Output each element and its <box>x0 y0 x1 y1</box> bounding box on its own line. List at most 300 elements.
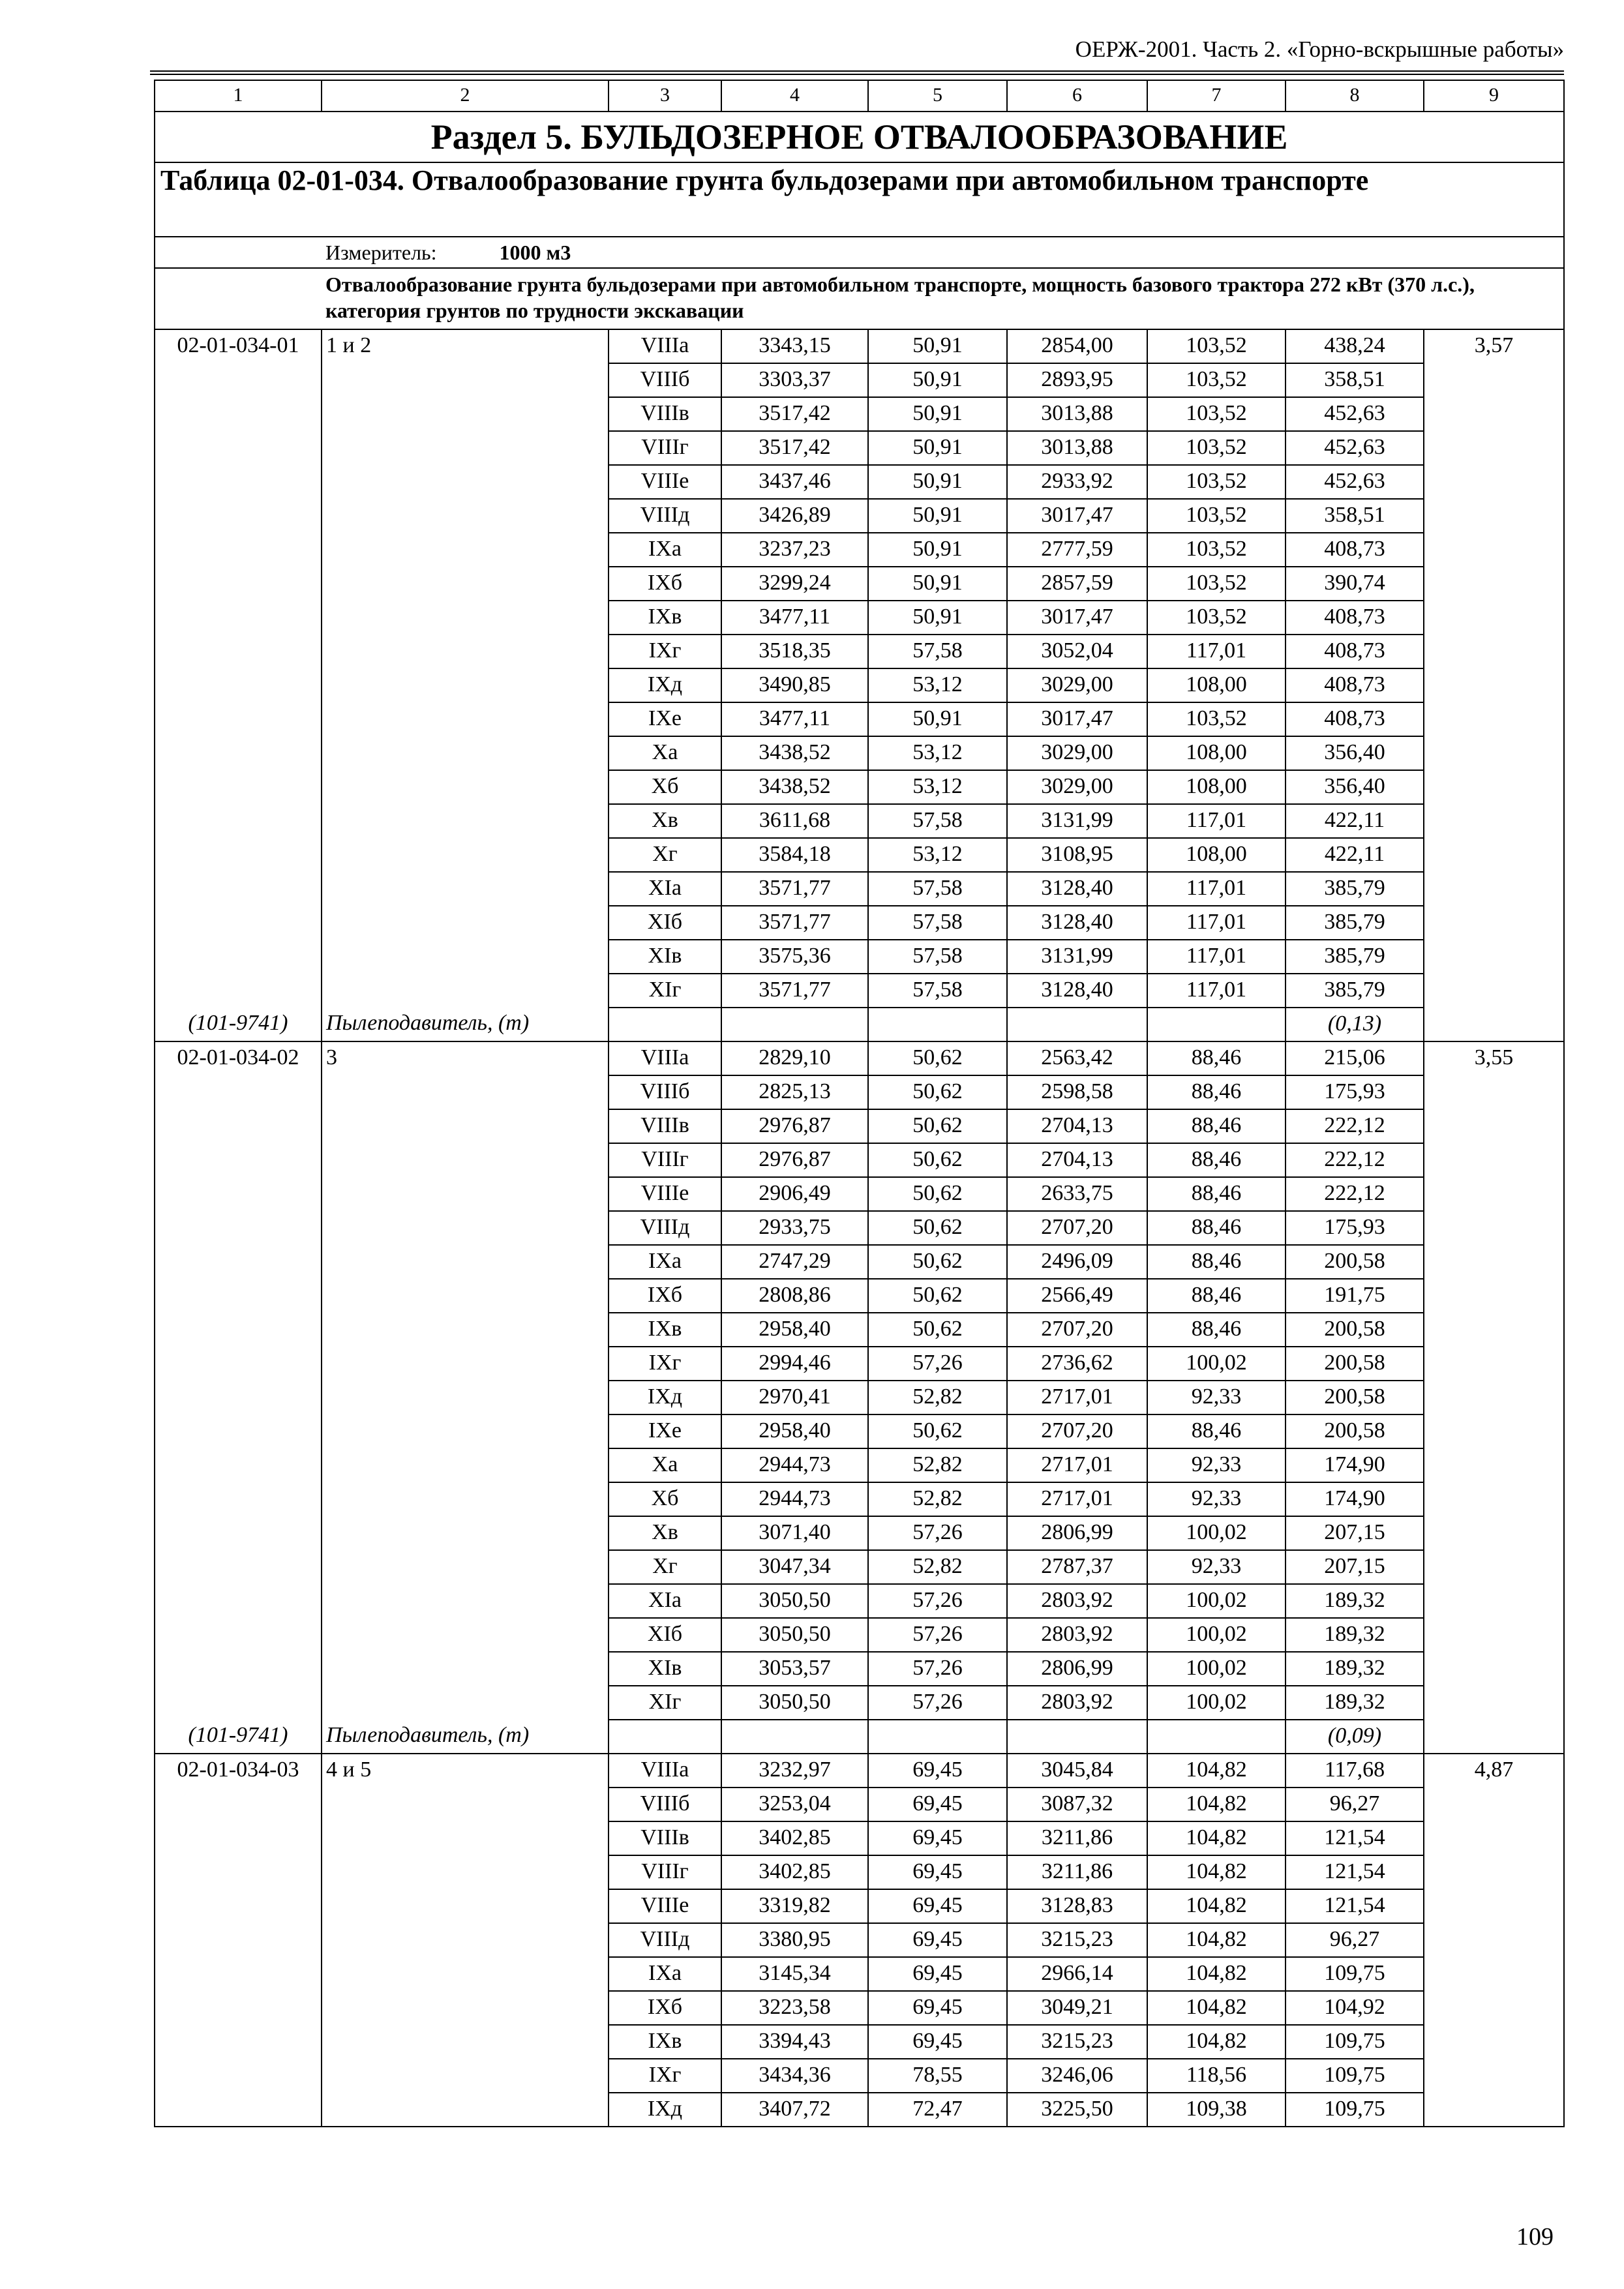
labor-hours <box>1424 1957 1564 1991</box>
labor-cost: 50,91 <box>868 533 1007 567</box>
table-row <box>155 397 1564 431</box>
soil-category: XIа <box>609 1584 721 1618</box>
rate-code <box>155 601 322 635</box>
column-number: 9 <box>1424 80 1564 112</box>
table-row <box>155 1821 1564 1855</box>
labor-cost: 57,58 <box>868 974 1007 1008</box>
rate-code <box>155 1211 322 1245</box>
soil-category: VIIIа <box>609 1754 721 1788</box>
materials-cost: 385,79 <box>1286 906 1424 940</box>
labor-cost: 50,91 <box>868 465 1007 499</box>
empty-cell <box>1147 1720 1286 1754</box>
total-cost: 3050,50 <box>721 1686 868 1720</box>
materials-cost: 422,11 <box>1286 838 1424 872</box>
operator-labor: 100,02 <box>1147 1516 1286 1550</box>
soil-group <box>322 1279 609 1313</box>
total-cost: 3145,34 <box>721 1957 868 1991</box>
soil-category: VIIIг <box>609 1143 721 1177</box>
soil-group <box>322 1855 609 1889</box>
labor-hours <box>1424 1821 1564 1855</box>
soil-category: XIб <box>609 1618 721 1652</box>
running-header: ОЕРЖ-2001. Часть 2. «Горно-вскрышные работы» <box>1075 37 1564 62</box>
total-cost: 3571,77 <box>721 974 868 1008</box>
soil-group <box>322 1652 609 1686</box>
machine-cost: 3045,84 <box>1007 1754 1147 1788</box>
rate-code <box>155 1381 322 1414</box>
soil-group <box>322 1957 609 1991</box>
labor-hours <box>1424 668 1564 702</box>
soil-category: VIIIе <box>609 1177 721 1211</box>
column-number: 1 <box>155 80 322 112</box>
soil-group <box>322 2025 609 2059</box>
operator-labor: 108,00 <box>1147 668 1286 702</box>
soil-group <box>322 1211 609 1245</box>
operator-labor: 104,82 <box>1147 1855 1286 1889</box>
rate-code <box>155 1855 322 1889</box>
soil-category: XIг <box>609 974 721 1008</box>
labor-hours <box>1424 1313 1564 1347</box>
rate-code <box>155 1550 322 1584</box>
materials-cost: 390,74 <box>1286 567 1424 601</box>
machine-cost: 2893,95 <box>1007 363 1147 397</box>
rate-code <box>155 1448 322 1482</box>
labor-cost: 78,55 <box>868 2059 1007 2093</box>
labor-cost: 50,62 <box>868 1177 1007 1211</box>
total-cost: 3490,85 <box>721 668 868 702</box>
machine-cost: 2566,49 <box>1007 1279 1147 1313</box>
machine-cost: 3128,40 <box>1007 974 1147 1008</box>
soil-category: IXд <box>609 2093 721 2127</box>
rate-code <box>155 1652 322 1686</box>
total-cost: 3426,89 <box>721 499 868 533</box>
operator-labor: 88,46 <box>1147 1041 1286 1075</box>
labor-cost: 50,91 <box>868 499 1007 533</box>
materials-cost: 117,68 <box>1286 1754 1424 1788</box>
labor-hours <box>1424 974 1564 1008</box>
soil-group <box>322 1788 609 1821</box>
total-cost: 3518,35 <box>721 635 868 668</box>
total-cost: 3571,77 <box>721 872 868 906</box>
material-row <box>155 1008 1564 1041</box>
labor-cost: 50,91 <box>868 702 1007 736</box>
total-cost: 3434,36 <box>721 2059 868 2093</box>
labor-hours <box>1424 601 1564 635</box>
empty-cell <box>1007 1720 1147 1754</box>
machine-cost: 2803,92 <box>1007 1618 1147 1652</box>
column-number: 6 <box>1007 80 1147 112</box>
table-row <box>155 601 1564 635</box>
meter-cell <box>322 237 1564 268</box>
materials-cost: 408,73 <box>1286 635 1424 668</box>
column-number-row <box>155 80 1564 112</box>
operator-labor: 104,82 <box>1147 1991 1286 2025</box>
total-cost: 2970,41 <box>721 1381 868 1414</box>
soil-category: Xа <box>609 1448 721 1482</box>
machine-cost: 3013,88 <box>1007 397 1147 431</box>
soil-group <box>322 1584 609 1618</box>
soil-category: IXд <box>609 668 721 702</box>
table-row <box>155 1855 1564 1889</box>
operator-labor: 117,01 <box>1147 804 1286 838</box>
labor-hours <box>1424 1855 1564 1889</box>
operator-labor: 104,82 <box>1147 2025 1286 2059</box>
labor-cost: 57,58 <box>868 906 1007 940</box>
labor-hours <box>1424 1788 1564 1821</box>
operator-labor: 103,52 <box>1147 431 1286 465</box>
soil-group <box>322 465 609 499</box>
labor-hours <box>1424 1584 1564 1618</box>
labor-cost: 50,62 <box>868 1211 1007 1245</box>
labor-cost: 53,12 <box>868 770 1007 804</box>
soil-category: VIIIв <box>609 397 721 431</box>
soil-group <box>322 363 609 397</box>
labor-hours <box>1424 1143 1564 1177</box>
labor-hours <box>1424 2025 1564 2059</box>
total-cost: 3053,57 <box>721 1652 868 1686</box>
soil-group <box>322 668 609 702</box>
rate-code <box>155 838 322 872</box>
total-cost: 3575,36 <box>721 940 868 974</box>
machine-cost: 2854,00 <box>1007 329 1147 363</box>
operator-labor: 92,33 <box>1147 1448 1286 1482</box>
norms-table <box>154 80 1565 2127</box>
operator-labor: 118,56 <box>1147 2059 1286 2093</box>
meter-row <box>155 237 1564 268</box>
labor-cost: 57,26 <box>868 1584 1007 1618</box>
operator-labor: 103,52 <box>1147 363 1286 397</box>
materials-cost: 109,75 <box>1286 2059 1424 2093</box>
machine-cost: 3029,00 <box>1007 736 1147 770</box>
labor-hours <box>1424 872 1564 906</box>
table-row <box>155 499 1564 533</box>
labor-cost: 53,12 <box>868 838 1007 872</box>
rate-code <box>155 567 322 601</box>
rate-code <box>155 770 322 804</box>
operator-labor: 100,02 <box>1147 1652 1286 1686</box>
total-cost: 2933,75 <box>721 1211 868 1245</box>
materials-cost: 452,63 <box>1286 397 1424 431</box>
machine-cost: 3225,50 <box>1007 2093 1147 2127</box>
empty-cell <box>1424 1008 1564 1041</box>
machine-cost: 2857,59 <box>1007 567 1147 601</box>
rate-code <box>155 363 322 397</box>
operator-labor: 117,01 <box>1147 872 1286 906</box>
soil-group <box>322 499 609 533</box>
header-rule <box>150 70 1564 75</box>
labor-hours <box>1424 431 1564 465</box>
labor-hours <box>1424 1245 1564 1279</box>
machine-cost: 2787,37 <box>1007 1550 1147 1584</box>
material-code: (101-9741) <box>155 1720 322 1754</box>
materials-cost: 222,12 <box>1286 1177 1424 1211</box>
soil-group <box>322 2093 609 2127</box>
soil-category: IXа <box>609 1245 721 1279</box>
materials-cost: 408,73 <box>1286 668 1424 702</box>
soil-category: Xг <box>609 1550 721 1584</box>
soil-group <box>322 1347 609 1381</box>
column-number: 2 <box>322 80 609 112</box>
operator-labor: 117,01 <box>1147 974 1286 1008</box>
operator-labor: 117,01 <box>1147 635 1286 668</box>
materials-cost: 385,79 <box>1286 974 1424 1008</box>
materials-cost: 358,51 <box>1286 499 1424 533</box>
soil-group <box>322 567 609 601</box>
soil-category: IXб <box>609 567 721 601</box>
operator-labor: 103,52 <box>1147 567 1286 601</box>
operator-labor: 100,02 <box>1147 1686 1286 1720</box>
materials-cost: 207,15 <box>1286 1516 1424 1550</box>
materials-cost: 109,75 <box>1286 2025 1424 2059</box>
rate-code <box>155 1821 322 1855</box>
rate-code <box>155 906 322 940</box>
materials-cost: 109,75 <box>1286 2093 1424 2127</box>
soil-group <box>322 1109 609 1143</box>
labor-hours <box>1424 1686 1564 1720</box>
total-cost: 3050,50 <box>721 1618 868 1652</box>
labor-cost: 69,45 <box>868 1923 1007 1957</box>
labor-hours <box>1424 1109 1564 1143</box>
soil-category: VIIIд <box>609 1211 721 1245</box>
operator-labor: 108,00 <box>1147 736 1286 770</box>
labor-hours <box>1424 1550 1564 1584</box>
machine-cost: 3211,86 <box>1007 1821 1147 1855</box>
table-row <box>155 1957 1564 1991</box>
labor-cost: 52,82 <box>868 1550 1007 1584</box>
table-row <box>155 1550 1564 1584</box>
soil-group <box>322 702 609 736</box>
labor-cost: 50,91 <box>868 329 1007 363</box>
table-row <box>155 1109 1564 1143</box>
table-row <box>155 1143 1564 1177</box>
table-title: Таблица 02-01-034. Отвалообразование грунта бульдозерами при автомобильном транспорте <box>155 162 1564 237</box>
rate-code <box>155 1279 322 1313</box>
machine-cost: 3215,23 <box>1007 1923 1147 1957</box>
rate-code <box>155 1584 322 1618</box>
soil-category: XIг <box>609 1686 721 1720</box>
soil-group <box>322 1618 609 1652</box>
operator-labor: 103,52 <box>1147 601 1286 635</box>
labor-hours <box>1424 363 1564 397</box>
soil-category: IXг <box>609 1347 721 1381</box>
soil-category: IXб <box>609 1991 721 2025</box>
rate-code <box>155 1991 322 2025</box>
soil-category: VIIIа <box>609 329 721 363</box>
labor-cost: 50,62 <box>868 1075 1007 1109</box>
soil-group <box>322 397 609 431</box>
soil-category: VIIIд <box>609 499 721 533</box>
total-cost: 3402,85 <box>721 1821 868 1855</box>
labor-hours <box>1424 1211 1564 1245</box>
materials-cost: 385,79 <box>1286 872 1424 906</box>
materials-cost: 174,90 <box>1286 1482 1424 1516</box>
column-number: 3 <box>609 80 721 112</box>
soil-category: XIа <box>609 872 721 906</box>
table-row <box>155 872 1564 906</box>
column-number: 4 <box>721 80 868 112</box>
labor-hours <box>1424 736 1564 770</box>
materials-cost: 174,90 <box>1286 1448 1424 1482</box>
rate-code <box>155 702 322 736</box>
empty-cell <box>1147 1008 1286 1041</box>
rate-code <box>155 940 322 974</box>
soil-category: IXб <box>609 1279 721 1313</box>
machine-cost: 3131,99 <box>1007 940 1147 974</box>
materials-cost: 191,75 <box>1286 1279 1424 1313</box>
machine-cost: 2496,09 <box>1007 1245 1147 1279</box>
rate-code: 02-01-034-02 <box>155 1041 322 1075</box>
material-row <box>155 1720 1564 1754</box>
soil-group <box>322 804 609 838</box>
rate-code <box>155 1889 322 1923</box>
labor-cost: 69,45 <box>868 1855 1007 1889</box>
soil-category: IXг <box>609 2059 721 2093</box>
labor-hours <box>1424 2093 1564 2127</box>
materials-cost: 452,63 <box>1286 465 1424 499</box>
column-number: 5 <box>868 80 1007 112</box>
empty-cell <box>868 1008 1007 1041</box>
materials-cost: 96,27 <box>1286 1788 1424 1821</box>
table-row <box>155 1448 1564 1482</box>
table-row <box>155 974 1564 1008</box>
labor-cost: 57,26 <box>868 1347 1007 1381</box>
total-cost: 2906,49 <box>721 1177 868 1211</box>
soil-group <box>322 1550 609 1584</box>
soil-group <box>322 940 609 974</box>
total-cost: 2958,40 <box>721 1414 868 1448</box>
total-cost: 3319,82 <box>721 1889 868 1923</box>
soil-group <box>322 1686 609 1720</box>
labor-cost: 53,12 <box>868 736 1007 770</box>
soil-category: IXа <box>609 533 721 567</box>
materials-cost: 175,93 <box>1286 1075 1424 1109</box>
labor-hours <box>1424 567 1564 601</box>
table-row <box>155 2025 1564 2059</box>
soil-group: 1 и 2 <box>322 329 609 363</box>
soil-group <box>322 1482 609 1516</box>
table-row <box>155 1313 1564 1347</box>
labor-hours <box>1424 1889 1564 1923</box>
machine-cost: 3013,88 <box>1007 431 1147 465</box>
soil-category: IXе <box>609 702 721 736</box>
machine-cost: 3215,23 <box>1007 2025 1147 2059</box>
soil-group <box>322 1448 609 1482</box>
operator-labor: 104,82 <box>1147 1889 1286 1923</box>
total-cost: 3299,24 <box>721 567 868 601</box>
machine-cost: 2704,13 <box>1007 1143 1147 1177</box>
soil-group <box>322 1177 609 1211</box>
total-cost: 3438,52 <box>721 770 868 804</box>
table-body <box>155 80 1564 2127</box>
materials-cost: 356,40 <box>1286 770 1424 804</box>
materials-cost: 222,12 <box>1286 1109 1424 1143</box>
machine-cost: 2803,92 <box>1007 1584 1147 1618</box>
table-row <box>155 329 1564 363</box>
machine-cost: 3017,47 <box>1007 499 1147 533</box>
labor-hours <box>1424 770 1564 804</box>
rate-code <box>155 736 322 770</box>
total-cost: 3437,46 <box>721 465 868 499</box>
table-row <box>155 1482 1564 1516</box>
machine-cost: 2806,99 <box>1007 1652 1147 1686</box>
table-row <box>155 702 1564 736</box>
total-cost: 3517,42 <box>721 397 868 431</box>
rate-code <box>155 1414 322 1448</box>
labor-hours <box>1424 1075 1564 1109</box>
labor-hours <box>1424 940 1564 974</box>
labor-cost: 50,91 <box>868 567 1007 601</box>
table-row <box>155 1211 1564 1245</box>
total-cost: 3050,50 <box>721 1584 868 1618</box>
table-row <box>155 1279 1564 1313</box>
soil-category: Xг <box>609 838 721 872</box>
materials-cost: 385,79 <box>1286 940 1424 974</box>
total-cost: 3071,40 <box>721 1516 868 1550</box>
labor-hours <box>1424 1618 1564 1652</box>
rate-code <box>155 2025 322 2059</box>
material-name: Пылеподавитель, (т) <box>322 1720 609 1754</box>
materials-cost: 358,51 <box>1286 363 1424 397</box>
table-row <box>155 1686 1564 1720</box>
operator-labor: 104,82 <box>1147 1923 1286 1957</box>
rate-code <box>155 1177 322 1211</box>
meter-label: Измеритель: <box>325 241 437 264</box>
soil-category: IXа <box>609 1957 721 1991</box>
table-row <box>155 533 1564 567</box>
empty-cell <box>1007 1008 1147 1041</box>
operator-labor: 117,01 <box>1147 940 1286 974</box>
soil-group <box>322 1923 609 1957</box>
machine-cost: 2717,01 <box>1007 1448 1147 1482</box>
soil-group: 3 <box>322 1041 609 1075</box>
machine-cost: 2933,92 <box>1007 465 1147 499</box>
labor-hours <box>1424 533 1564 567</box>
soil-group <box>322 1381 609 1414</box>
rate-code <box>155 668 322 702</box>
empty-cell <box>609 1008 721 1041</box>
materials-cost: 121,54 <box>1286 1855 1424 1889</box>
soil-group <box>322 1414 609 1448</box>
material-code: (101-9741) <box>155 1008 322 1041</box>
total-cost: 3394,43 <box>721 2025 868 2059</box>
machine-cost: 3211,86 <box>1007 1855 1147 1889</box>
materials-cost: 452,63 <box>1286 431 1424 465</box>
labor-hours <box>1424 702 1564 736</box>
rate-code <box>155 872 322 906</box>
column-number: 7 <box>1147 80 1286 112</box>
total-cost: 3477,11 <box>721 601 868 635</box>
operator-labor: 100,02 <box>1147 1584 1286 1618</box>
labor-hours <box>1424 1991 1564 2025</box>
labor-cost: 52,82 <box>868 1448 1007 1482</box>
table-row <box>155 1381 1564 1414</box>
labor-cost: 50,62 <box>868 1245 1007 1279</box>
labor-hours: 4,87 <box>1424 1754 1564 1788</box>
soil-category: VIIIг <box>609 1855 721 1889</box>
labor-cost: 52,82 <box>868 1381 1007 1414</box>
operator-labor: 88,46 <box>1147 1109 1286 1143</box>
soil-category: IXг <box>609 635 721 668</box>
table-row <box>155 668 1564 702</box>
soil-group <box>322 736 609 770</box>
labor-hours <box>1424 397 1564 431</box>
page-number: 109 <box>1516 2223 1554 2251</box>
material-quantity: (0,09) <box>1286 1720 1424 1754</box>
rate-code <box>155 1788 322 1821</box>
soil-category: VIIIб <box>609 1788 721 1821</box>
machine-cost: 2717,01 <box>1007 1482 1147 1516</box>
section-title-row <box>155 112 1564 162</box>
table-row <box>155 363 1564 397</box>
